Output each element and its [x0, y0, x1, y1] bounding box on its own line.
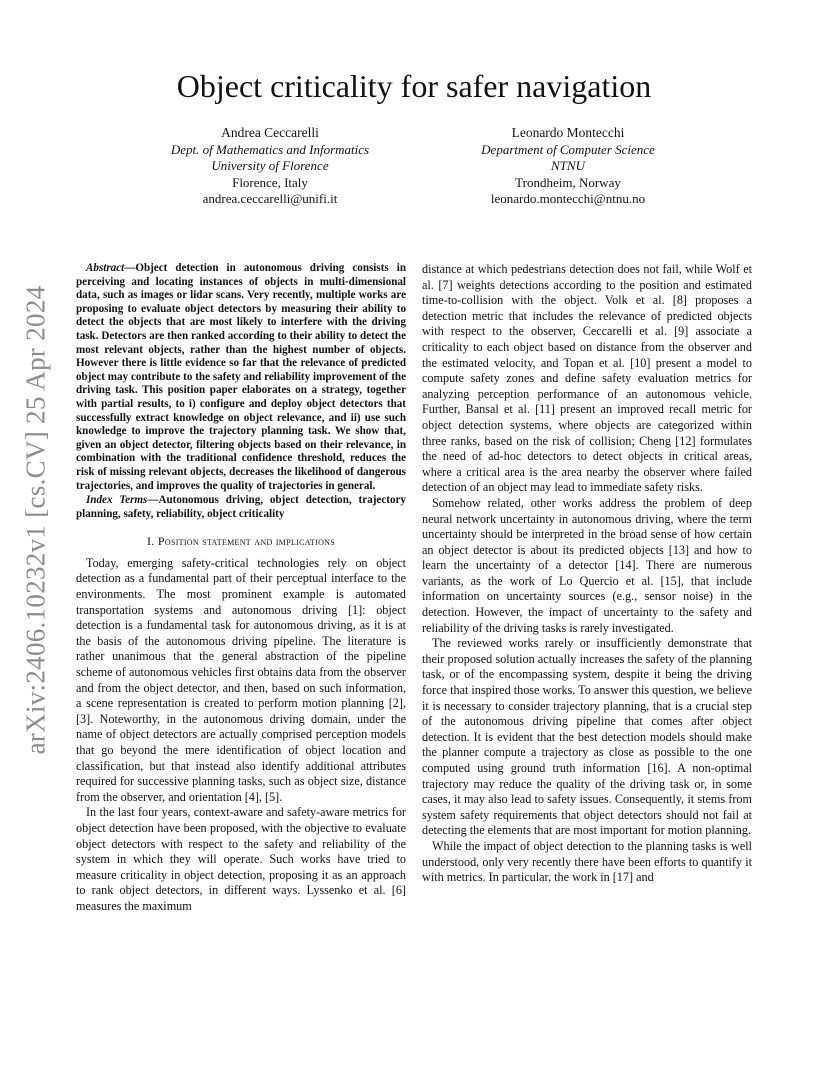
body-paragraph: Somehow related, other works address the problem of deep neural network uncertainty in autonomous driving, where the term uncertainty should be interpreted in the broad sense of how certain an object detector is about its predicted objects [13] and how to learn the uncertainty of a detector [14]. There are numerous variants, as the work of Lo Quercio et al. [15], that include information on uncertainty sources (e.g., sensor noise) in the detection. However, the impact of uncertainty to the safety and reliability of the driving tasks is rarely investigated. — [422, 495, 752, 635]
abstract — [76, 262, 406, 493]
author-block-2 — [418, 125, 718, 208]
index-terms-label: Index Terms — [86, 494, 148, 507]
abstract-label: Abstract — [86, 262, 125, 274]
author-department: Dept. of Mathematics and Informatics — [170, 141, 370, 157]
author-organization: University of Florence — [211, 158, 329, 173]
body-paragraph: In the last four years, context-aware and safety-aware metrics for object detection have been proposed, with the objective to evaluate object detectors with respect to the safety and reliability of the system in which they will operate. Such works have tried to measure criticality in object detection, proposing it as an approach to rank object detectors, in different ways. Lyssenko et al. [6] measures the maximum — [76, 805, 406, 913]
author-email[interactable]: leonardo.montecchi@ntnu.no — [490, 191, 646, 206]
index-terms-text: —Autonomous driving, object detection, trajectory planning, safety, reliability, object criticality — [76, 494, 406, 520]
left-column — [76, 262, 406, 915]
author-location: Trondheim, Norway — [515, 174, 621, 190]
section-heading: I. Position statement and implications — [147, 534, 335, 549]
author-department: Department of Computer Science — [481, 141, 655, 157]
right-column — [422, 262, 752, 886]
author-location: Florence, Italy — [232, 174, 308, 190]
body-paragraph: While the impact of object detection to the planning tasks is well understood, only very recently there have been efforts to quantify it with metrics. In particular, the work in [17] and — [422, 838, 752, 885]
index-terms — [76, 494, 406, 521]
arxiv-stamp-text: arXiv:2406.10232v1 [cs.CV] 25 Apr 2024 — [20, 285, 51, 755]
abstract-text: —Object detection in autonomous driving consists in perceiving and locating instances of objects in multi-dimensional data, such as images or lidar scans. Very recently, multiple works are proposing to evaluate object detectors by measuring their ability to detect the objects that are most likely to interfere with the driving task. Detectors are then ranked according to their ability to detect the most relevant objects, rather than the highest number of objects. However there is little evidence so far that the relevance of predicted object may contribute to the safety and reliability improvement of the driving task. This position paper elaborates on a strategy, together with partial results, to i) configure and deploy object detectors that successfully extract knowledge on object relevance, and ii) use such knowledge to improve the trajectory planning task. We show that, given an object detector, filtering objects based on their relevance, in combination with the traditional confidence threshold, reduces the risk of missing relevant objects, decreases the likelihood of dangerous trajectories, and improves the quality of trajectories in general. — [76, 262, 406, 492]
author-organization: NTNU — [551, 158, 585, 173]
body-paragraph: Today, emerging safety-critical technologies rely on object detection as a fundamental part of their perceptual interface to the environments. The most prominent example is automated transportation systems and autonomous driving [1]: object detection is a fundamental task for autonomous driving, as it is at the basis of the autonomous driving pipeline. The literature is rather unanimous that the general abstraction of the pipeline scheme of autonomous vehicles first obtains data from the observer and from the object detector, and then, based on such information, a scene representation is created to perform motion planning [2], [3]. Noteworthy, in the autonomous driving domain, under the name of object detectors are actually comprised perception models that go beyond the mere identification of object location and classification, but that instead also identify additional attributes required for successive planning tasks, such as object size, distance from the observer, and orientation [4], [5]. — [76, 555, 406, 804]
author-name: Leonardo Montecchi — [511, 125, 625, 140]
body-paragraph: distance at which pedestrians detection does not fail, while Wolf et al. [7] weights detections according to the position and estimated time-to-collision with the object. Volk et al. [8] proposes a detection metric that includes the relevance of predicted objects with respect to the observer, Ceccarelli et al. [9] associate a criticality to each object based on distance from the observer and the estimated velocity, and Topan et al. [10] present a model to compute safety zones and define safety evaluation metrics for analyzing perception performance of an autonomous vehicle. Further, Bansal et al. [11] present an improved recall metric for object detection systems, where objects are categorized within three ranks, based on the risk of collision; Cheng [12] formulates the need of ad-hoc detectors to detect objects in critical areas, where a critical area is the area nearby the observer where failed detection of an object may lead to immediate safety risks. — [422, 262, 752, 495]
paper-title: Object criticality for safer navigation — [176, 68, 652, 104]
body-paragraph: The reviewed works rarely or insufficiently demonstrate that their proposed solution actually increases the safety of the planning task, or of the encompassing system, despite it being the driving force that inspired those works. To answer this question, we believe it is necessary to consider trajectory planning, that is a crucial step of the autonomous driving pipeline that comes after object detection. It is evident that the best detection models should make the planner compute a trajectory as close as possible to the one computed using ground truth information [16]. A non-optimal trajectory may reduce the quality of the driving task or, in some cases, it may also lead to safety issues. Consequently, it stems from system safety requirements that object detectors should not fail at detecting the elements that are most important for motion planning. — [422, 636, 752, 838]
author-name: Andrea Ceccarelli — [221, 125, 319, 140]
author-block-1 — [120, 125, 420, 208]
author-email[interactable]: andrea.ceccarelli@unifi.it — [202, 191, 338, 206]
